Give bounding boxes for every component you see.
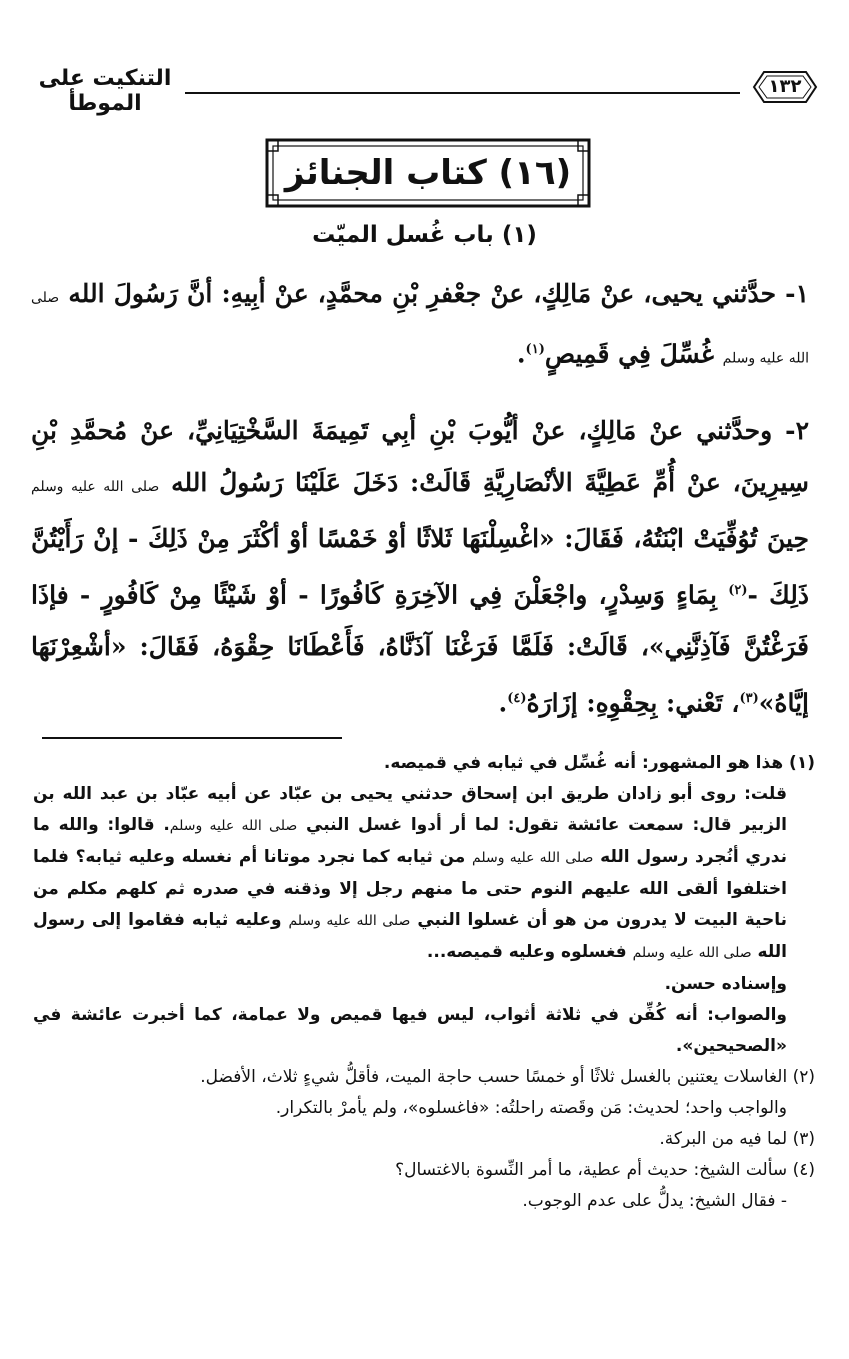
footnote-1 <box>33 748 815 779</box>
salla-honorific: صلى الله عليه وسلم <box>632 945 752 961</box>
footnote-2-line-2: والواجب واحد؛ لحديث: مَن وقَصته راحلتُه: «فاغسلوه»، ولم يأمرْ بالتكرار. <box>275 1098 787 1118</box>
footnote-text: . قالوا: والله ما ندري أنُجرد رسول الله <box>33 815 787 867</box>
salla-honorific: صلى الله عليه وسلم <box>31 290 809 367</box>
hadith-2-text-d: ، تَعْني: بِحِقْوِهِ: إزَارَهُ <box>526 688 740 718</box>
footnote-ref-2: (٢) <box>728 583 748 598</box>
footnote-ref-3: (٣) <box>739 691 759 707</box>
salla-honorific: صلى الله عليه وسلم <box>472 850 594 866</box>
footnote-1-isnad: وإسناده حسن. <box>664 974 787 994</box>
hadith-1-text-end: غُسِّلَ فِي قَمِيصٍ <box>544 339 723 369</box>
footnote-number: (١) <box>789 753 815 773</box>
footnote-number: (٤) <box>792 1160 815 1180</box>
footnote-text: فغسلوه وعليه قميصه... <box>426 942 633 962</box>
footnote-text: هذا هو المشهور: أنه غُسِّل في ثيابه في قميصه. <box>383 753 784 773</box>
footnote-text: من ثيابه كما نجرد موتانا أم نغسله وعليه ثيابه؟ فلما اختلفوا ألقى الله عليهم النوم حتى ما منهم رجل إلا وذقنه في صدره ثم كلهم مكلم من ناحية البيت لا يدرون من هو أن غسلوا النبي <box>33 847 787 930</box>
footnotes <box>33 748 815 1217</box>
hadith-1-text: ١- حدَّثني يحيى، عنْ مَالِكٍ، عنْ جعْفرِ بْنِ محمَّدٍ، عنْ أبِيهِ: أنَّ رَسُولَ الله <box>59 279 809 308</box>
footnote-4-line-2: - فقال الشيخ: يدلُّ على عدم الوجوب. <box>522 1191 787 1211</box>
footnote-text: الغاسلات يعتنين بالغسل ثلاثًا أو خمسًا حسب حاجة الميت، فأقلُّ شيءٍ ثلاث، الأفضل. <box>200 1067 788 1087</box>
footnote-text: وعليه ثيابه فقاموا إلى رسول الله <box>33 910 787 962</box>
footnote-text: لما فيه من البركة. <box>659 1129 788 1149</box>
hadith-2-period: . <box>498 688 508 718</box>
footnote-text: قلت: روى أبو زادان طريق ابن إسحاق حدثني يحيى بن عبّاد عن أبيه عبّاد بن عبد الله بن الزبير قال: سمعت عائشة تقول: لما أر أدوا غسل النبي <box>33 784 787 835</box>
footnote-ref-4: (٤) <box>507 691 527 707</box>
footnote-2 <box>33 1062 815 1093</box>
salla-honorific: صلى الله عليه وسلم <box>288 913 411 929</box>
footnote-number: (٣) <box>792 1129 815 1149</box>
footnote-1-commentary <box>33 779 787 969</box>
chapter-title: (١٦) كتاب الجنائز <box>284 153 572 193</box>
footnote-1-correction: والصواب: أنه كُفِّن في ثلاثة أثواب، ليس فيها قميص ولا عمامة، كما أخبرت عائشة في «الصحيحين». <box>33 1005 787 1056</box>
footnote-divider <box>42 737 342 739</box>
hadith-2 <box>31 405 809 730</box>
chapter-heading-frame <box>264 137 592 209</box>
book-title: التنكيت على الموطأ <box>38 66 172 116</box>
header-divider <box>185 92 740 94</box>
hadith-2-text-b: حِينَ تُوُفِّيَتْ ابْنَتُهُ، فَقَالَ: «اغْسِلْنَهَا ثَلاثًا أوْ خَمْسًا أوْ أكْثَرَ مِنْ ذَلِكَ - إنْ رَأَيْتُنَّ ذَلِكَ - <box>31 524 809 610</box>
section-title: (١) باب غُسل الميّت <box>312 222 537 248</box>
salla-honorific: صلى الله عليه وسلم <box>169 818 298 834</box>
footnote-ref-1: (١) <box>525 342 545 357</box>
hadith-2-text-a: ٢- وحدَّثني عنْ مَالِكٍ، عنْ أيُّوبَ بْنِ أبِي تَمِيمَةَ السَّخْتِيَانِيِّ، عنْ مُحمَّدِ بْنِ سِيرِينَ، عنْ أُمِّ عَطِيَّةَ الأنْصَارِيَّةِ قَالَتْ: دَخَلَ عَلَيْنَا رَسُولُ الله <box>31 416 809 497</box>
footnote-4 <box>33 1155 815 1186</box>
page-number: ١٣٢ <box>768 76 802 97</box>
hadith-2-text-c: بِمَاءٍ وَسِدْرٍ، واجْعَلْنَ فِي الآخِرَةِ كَافُورًا - أوْ شَيْئًا مِنْ كَافُورٍ - فإذَا فَرَغْتُنَّ فَآذِنَّنِي»، قَالَتْ: فَلَمَّا فَرَغْنَا آذَنَّاهُ، فَأَعْطَانَا حِقْوَهُ، فَقَالَ: «أشْعِرْنَهَا إيَّاهُ» <box>31 580 809 718</box>
salla-honorific: صلى الله عليه وسلم <box>31 479 160 495</box>
footnote-3 <box>33 1124 815 1155</box>
hadith-1-period: . <box>516 339 526 369</box>
page-header <box>30 62 830 116</box>
footnote-text: سألت الشيخ: حديث أم عطية، ما أمر النِّسوة بالاغتسال؟ <box>395 1160 788 1180</box>
hadith-1 <box>31 268 809 384</box>
footnote-number: (٢) <box>792 1067 815 1087</box>
